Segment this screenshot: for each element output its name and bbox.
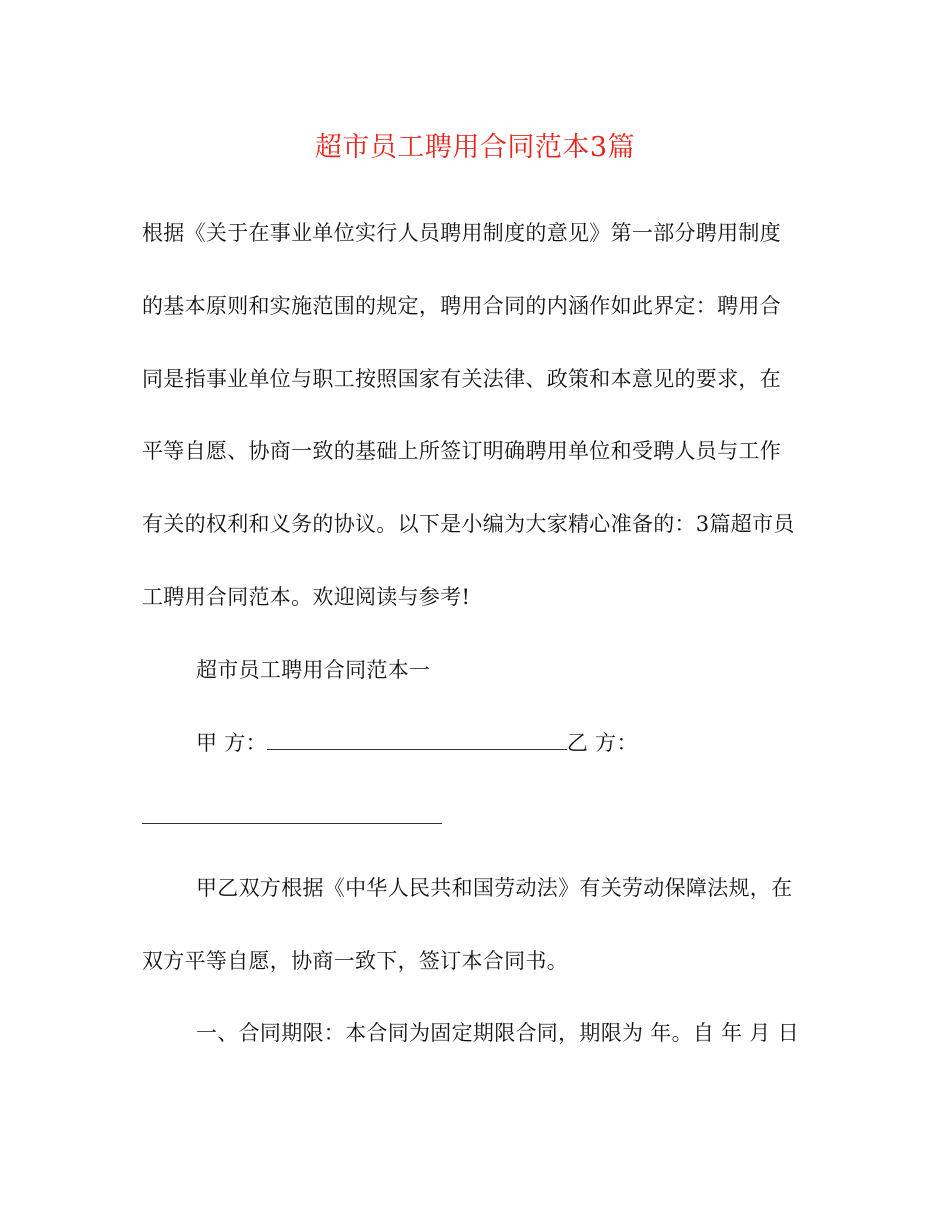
party-a-label: 甲 方：	[196, 731, 267, 755]
intro-line-2: 的基本原则和实施范围的规定，聘用合同的内涵作如此界定：聘用合	[142, 294, 781, 318]
intro-line-6: 工聘用合同范本。欢迎阅读与参考!	[142, 585, 471, 609]
party-a-blank	[267, 729, 567, 750]
party-line	[196, 728, 638, 758]
clause-1: 一、合同期限：本合同为固定期限合同，期限为 年。自 年 月 日	[196, 1021, 799, 1045]
party-b-blank	[142, 823, 442, 824]
intro-line-4: 平等自愿、协商一致的基础上所签订明确聘用单位和受聘人员与工作	[142, 439, 781, 463]
party-b-label: 乙 方：	[566, 731, 638, 755]
intro-line-3: 同是指事业单位与职工按照国家有关法律、政策和本意见的要求，在	[142, 367, 781, 391]
body-line-2: 双方平等自愿，协商一致下，签订本合同书。	[142, 949, 568, 973]
document-title: 超市员工聘用合同范本3篇	[314, 132, 636, 163]
body-line-1: 甲乙双方根据《中华人民共和国劳动法》有关劳动保障法规，在	[196, 876, 793, 900]
intro-line-5: 有关的权利和义务的协议。以下是小编为大家精心准备的：3篇超市员	[142, 512, 795, 536]
section-heading: 超市员工聘用合同范本一	[196, 658, 431, 682]
intro-line-1: 根据《关于在事业单位实行人员聘用制度的意见》第一部分聘用制度	[142, 221, 781, 245]
